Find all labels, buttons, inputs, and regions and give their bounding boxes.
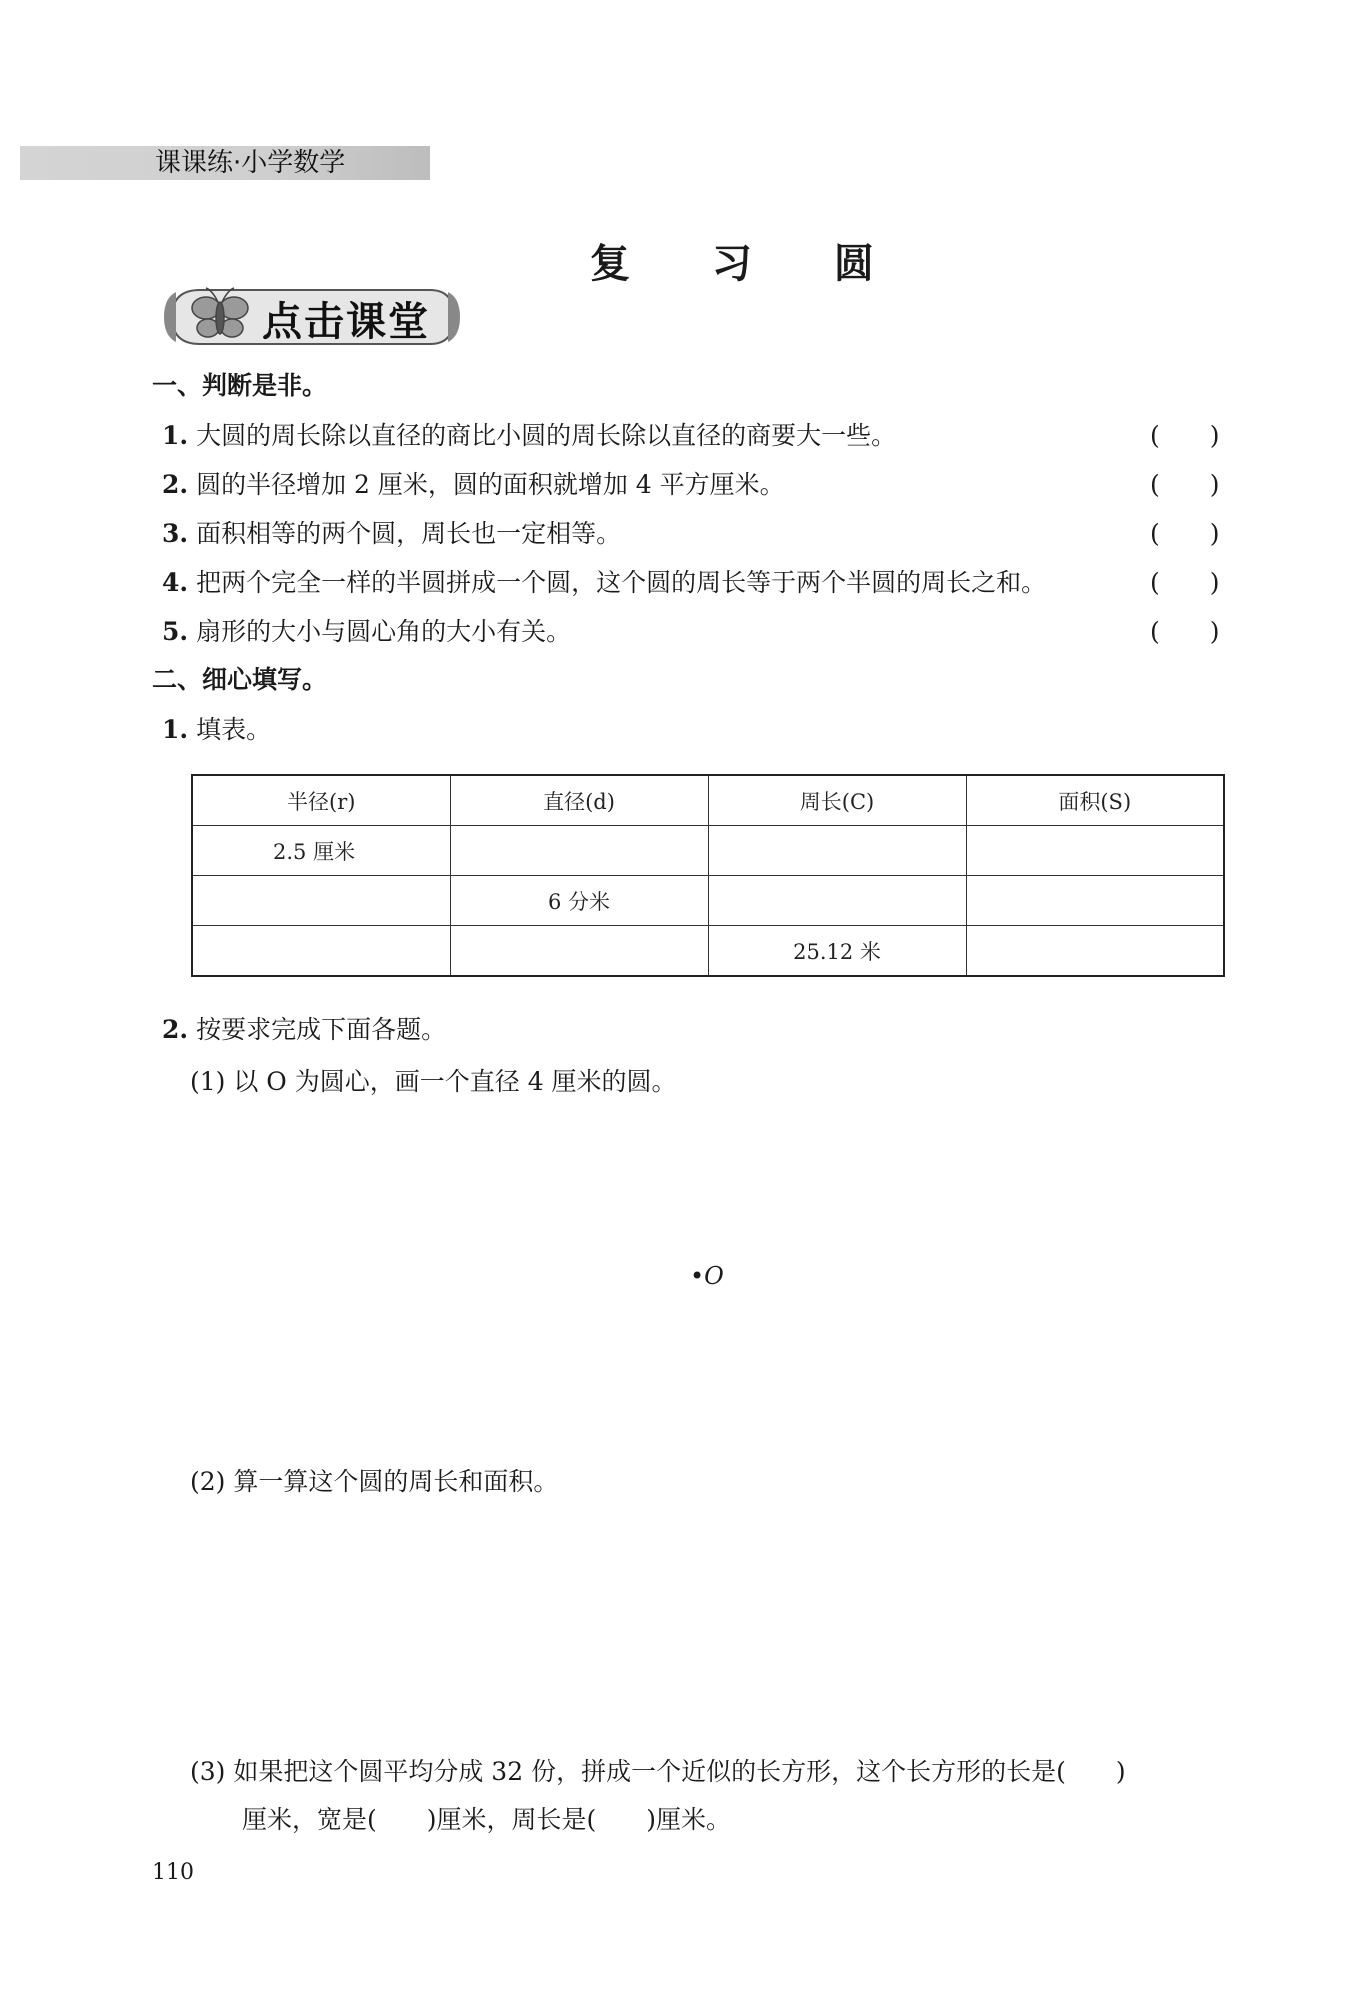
series-header: 课课练·小学数学	[155, 148, 346, 178]
page-number: 110	[152, 1860, 194, 1885]
item-text: 圆的半径增加 2 厘米，圆的面积就增加 4 平方厘米。	[196, 470, 785, 499]
item-text: 扇形的大小与圆心角的大小有关。	[196, 617, 572, 646]
item-number: 4.	[162, 568, 189, 597]
question-number: 2.	[162, 1015, 189, 1044]
sub-question-3-cont: 厘米，宽是( )厘米，周长是( )厘米。	[242, 1805, 732, 1834]
judge-item-3	[162, 514, 621, 550]
table-cell[interactable]	[192, 876, 450, 926]
table-cell[interactable]	[192, 926, 450, 977]
judge-item-2	[162, 465, 785, 501]
table-cell: 2.5 厘米	[192, 826, 450, 876]
item-text: 大圆的周长除以直径的商比小圆的周长除以直径的商要大一些。	[196, 421, 897, 450]
column-header: 直径(d)	[450, 775, 708, 826]
question-text: 按要求完成下面各题。	[196, 1015, 447, 1044]
section-1-title: 一、判断是非。	[152, 371, 328, 400]
item-text: 把两个完全一样的半圆拼成一个圆，这个圆的周长等于两个半圆的周长之和。	[196, 568, 1047, 597]
question-number: 1.	[162, 715, 189, 744]
judge-item-4	[162, 563, 1046, 599]
sub-question-1: (1) 以 O 为圆心，画一个直径 4 厘米的圆。	[190, 1067, 677, 1096]
banner-title: 点击课堂	[262, 299, 430, 345]
section-2-title: 二、细心填写。	[152, 665, 328, 694]
judge-item-1	[162, 416, 896, 452]
sub-question-2: (2) 算一算这个圆的周长和面积。	[190, 1467, 559, 1496]
question-2	[162, 1010, 446, 1046]
column-header: 周长(C)	[708, 775, 966, 826]
table-row	[192, 926, 1224, 977]
answer-paren[interactable]: ( )	[1150, 421, 1220, 450]
table-cell: 25.12 米	[708, 926, 966, 977]
table-row	[192, 826, 1224, 876]
answer-paren[interactable]: ( )	[1150, 568, 1220, 597]
question-text: 填表。	[196, 715, 272, 744]
sub-question-3: (3) 如果把这个圆平均分成 32 份，拼成一个近似的长方形，这个长方形的长是( )	[190, 1757, 1126, 1786]
item-number: 3.	[162, 519, 189, 548]
answer-paren[interactable]: ( )	[1150, 617, 1220, 646]
table-cell[interactable]	[450, 826, 708, 876]
table-cell[interactable]	[450, 926, 708, 977]
table-row	[192, 876, 1224, 926]
column-header: 面积(S)	[966, 775, 1224, 826]
table-cell[interactable]	[708, 876, 966, 926]
table-cell[interactable]	[966, 926, 1224, 977]
table-cell[interactable]	[708, 826, 966, 876]
answer-paren[interactable]: ( )	[1150, 519, 1220, 548]
column-header: 半径(r)	[192, 775, 450, 826]
item-number: 2.	[162, 470, 189, 499]
fill-table	[191, 774, 1225, 977]
table-cell[interactable]	[966, 826, 1224, 876]
circle-center-point: •O	[690, 1262, 724, 1290]
page-title: 复 习 圆	[590, 241, 908, 287]
answer-paren[interactable]: ( )	[1150, 470, 1220, 499]
item-number: 1.	[162, 421, 189, 450]
table-cell[interactable]	[966, 876, 1224, 926]
table-cell: 6 分米	[450, 876, 708, 926]
question-1	[162, 710, 271, 746]
table-header-row	[192, 775, 1224, 826]
item-text: 面积相等的两个圆，周长也一定相等。	[196, 519, 622, 548]
item-number: 5.	[162, 617, 189, 646]
judge-item-5	[162, 612, 571, 648]
